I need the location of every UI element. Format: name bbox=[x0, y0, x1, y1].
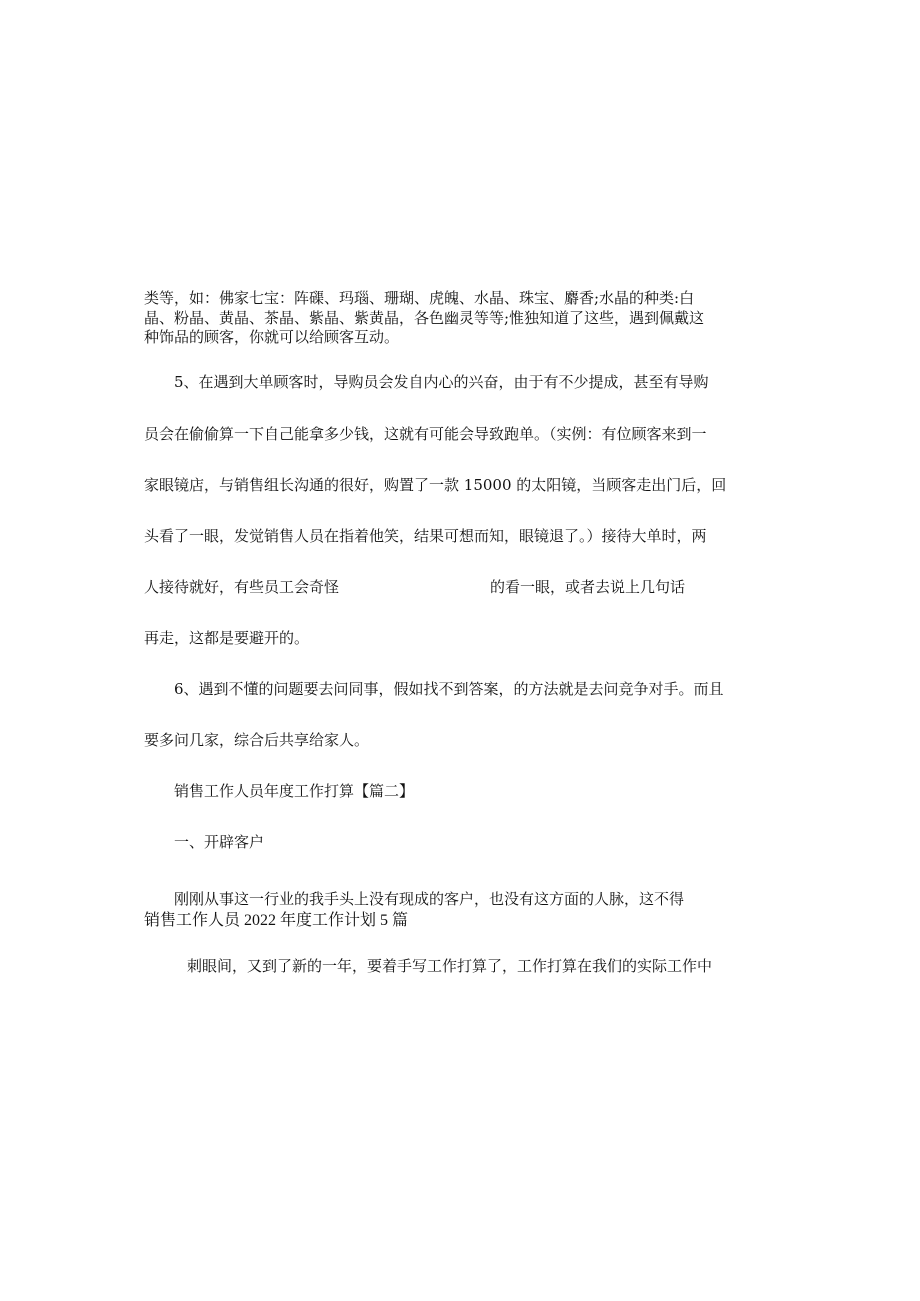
text-line: 的看一眼，或者去说上几句话 bbox=[490, 578, 686, 596]
text-line: 晶、粉晶、黄晶、茶晶、紫晶、紫黄晶，各色幽灵等等;惟独知道了这些，遇到佩戴这 bbox=[144, 309, 705, 327]
document-title: 销售工作人员 2022 年度工作计划 5 篇 bbox=[144, 912, 409, 929]
text-line: 再走，这都是要避开的。 bbox=[144, 629, 310, 647]
text-line: 种饰品的顾客，你就可以给顾客互动。 bbox=[144, 328, 400, 346]
text-line: 5、在遇到大单顾客时，导购员会发自内心的兴奋，由于有不少提成，甚至有导购 bbox=[174, 373, 709, 391]
text-line: 人接待就好，有些员工会奇怪 bbox=[144, 578, 340, 596]
section-heading: 销售工作人员年度工作打算【篇二】 bbox=[174, 782, 415, 800]
subsection-heading: 一、开辟客户 bbox=[174, 833, 265, 851]
text-line: 员会在偷偷算一下自己能拿多少钱，这就有可能会导致跑单。（实例：有位顾客来到一 bbox=[144, 425, 707, 443]
text-line: 家眼镜店，与销售组长沟通的很好，购置了一款 15000 的太阳镜，当顾客走出门后，回 bbox=[144, 476, 727, 494]
text-line: 头看了一眼，发觉销售人员在指着他笑，结果可想而知，眼镜退了。）接待大单时，两 bbox=[144, 527, 707, 545]
text-line: 类等，如：佛家七宝：阵磲、玛瑙、珊瑚、虎魄、水晶、珠宝、麝香;水晶的种类:白 bbox=[144, 289, 695, 307]
text-line: 6、遇到不懂的问题要去问同事，假如找不到答案，的方法就是去问竞争对手。而且 bbox=[174, 680, 724, 698]
text-line: 刺眼间，又到了新的一年，要着手写工作打算了，工作打算在我们的实际工作中 bbox=[187, 957, 713, 975]
text-line: 要多问几家，综合后共享给家人。 bbox=[144, 731, 370, 749]
text-line: 刚刚从事这一行业的我手头上没有现成的客户，也没有这方面的人脉，这不得 bbox=[174, 890, 685, 908]
